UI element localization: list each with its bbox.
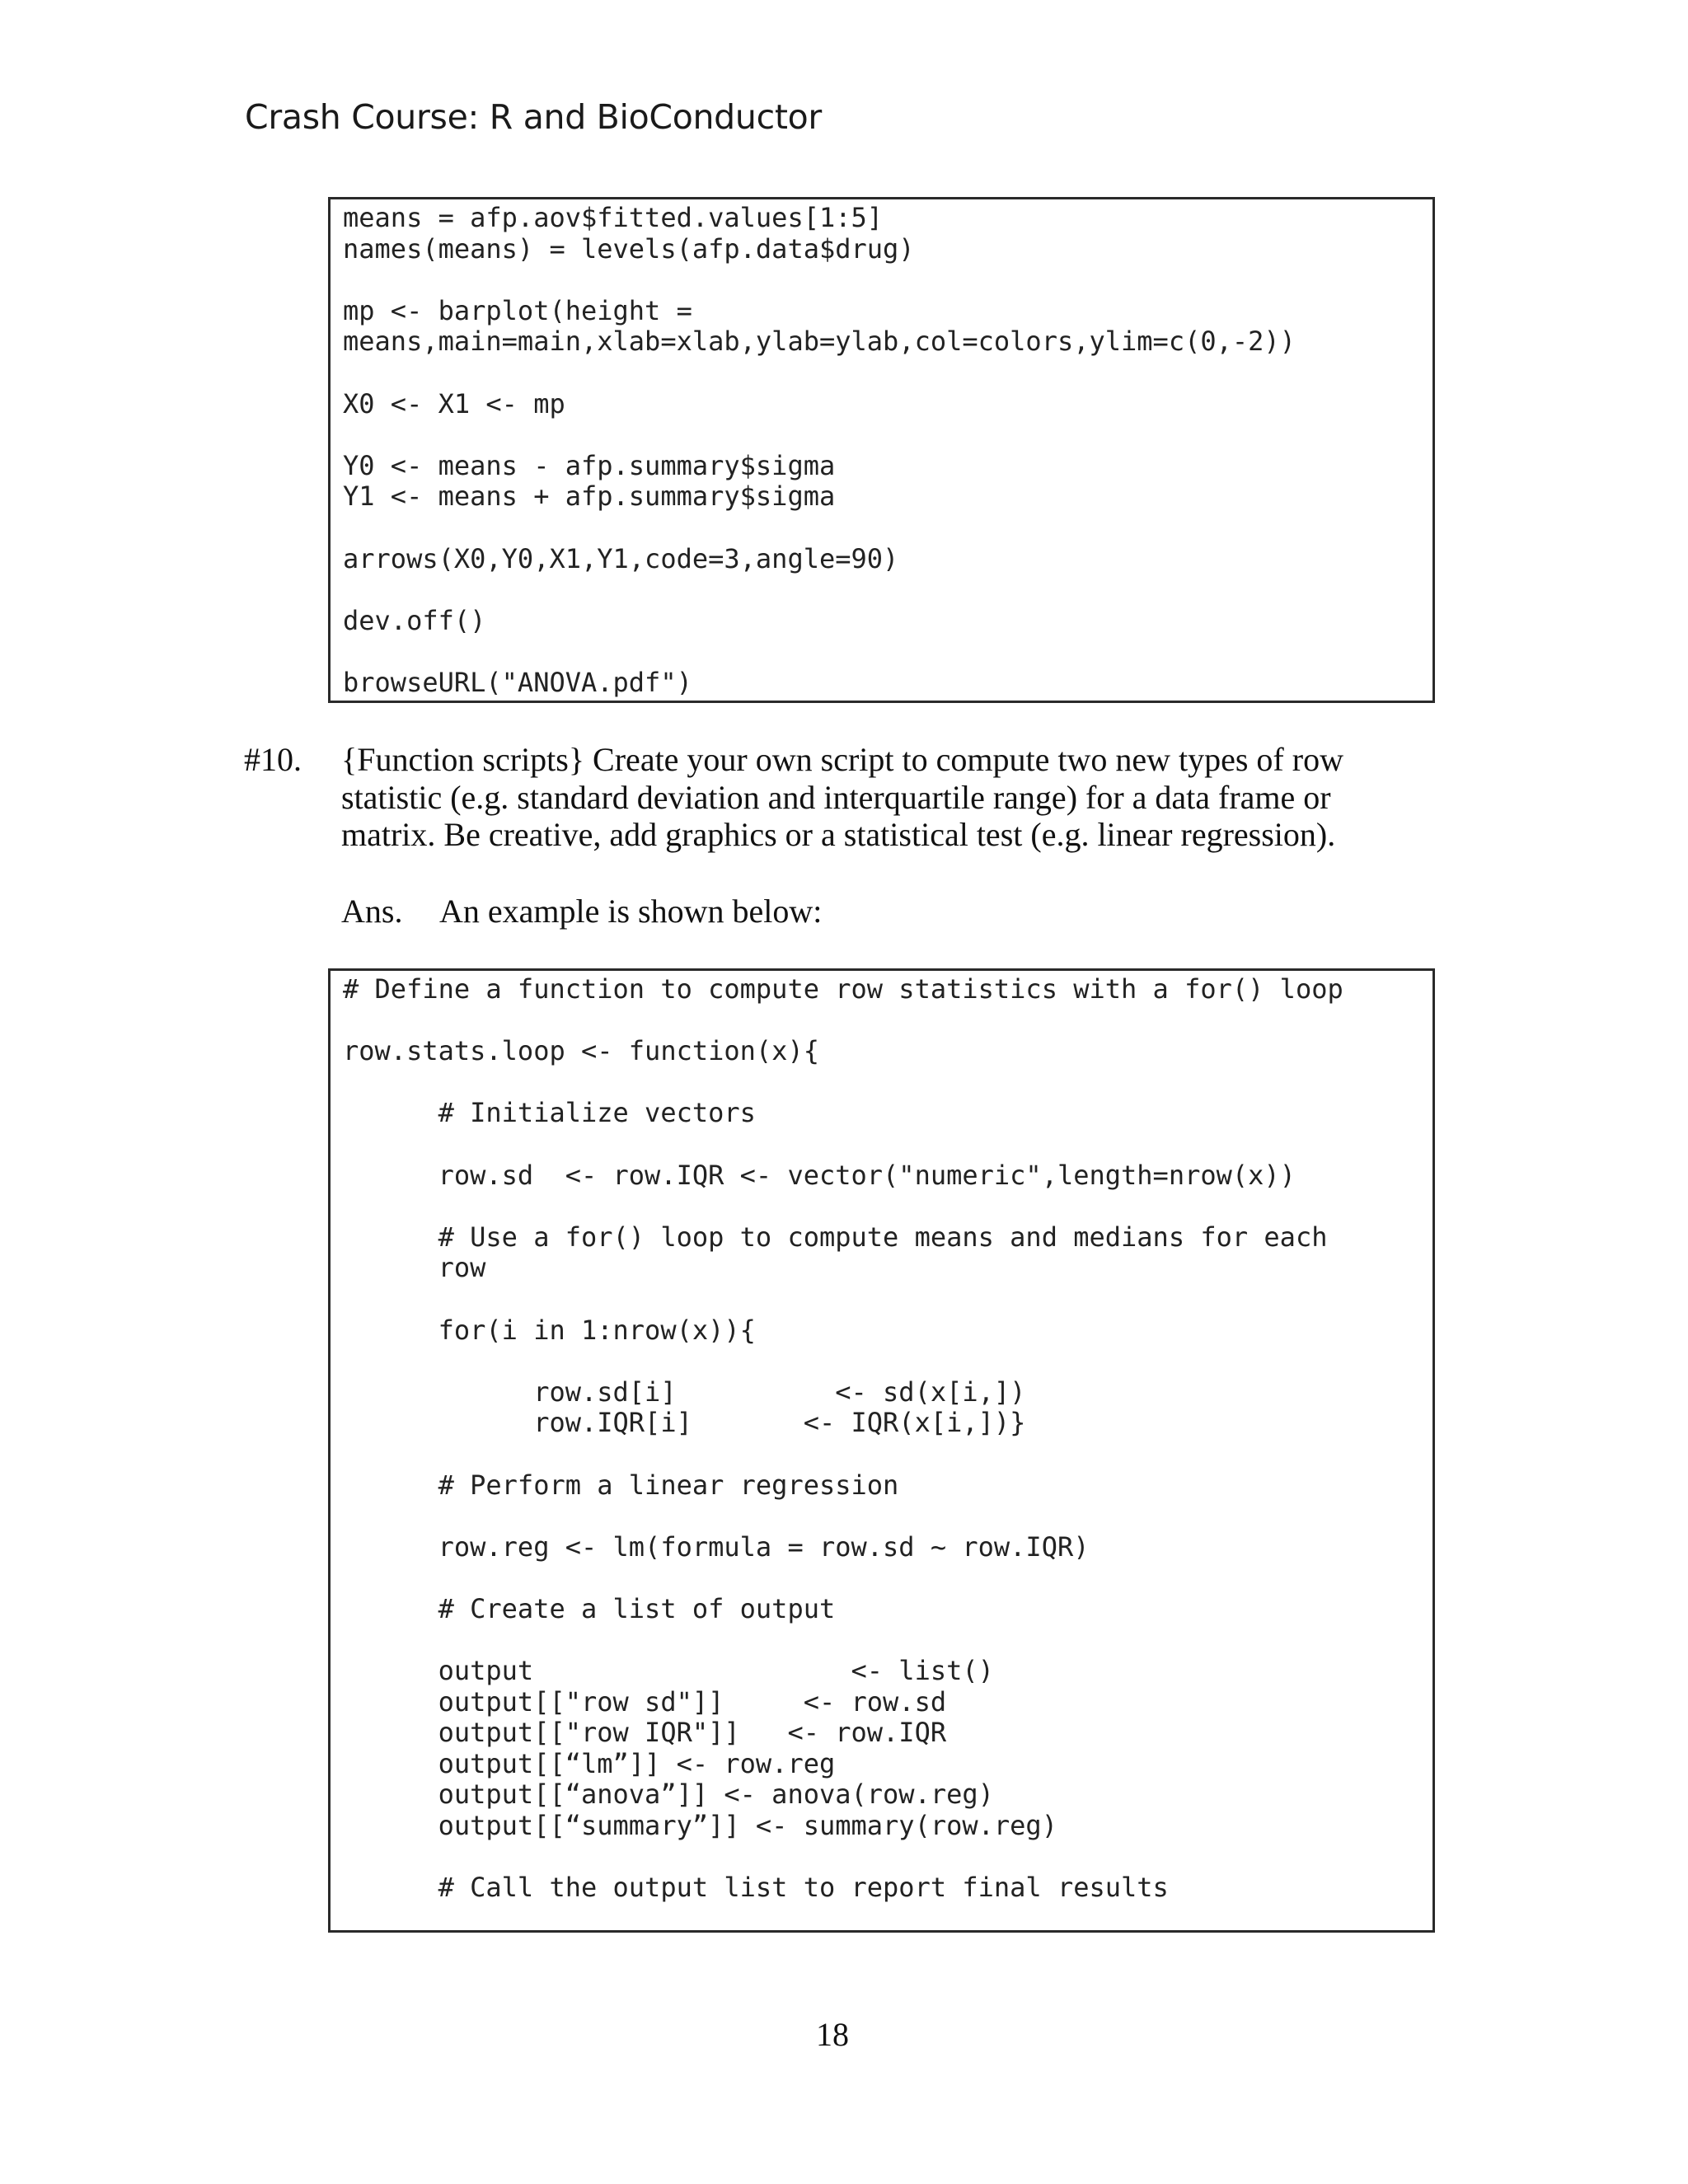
question-text bbox=[341, 741, 1437, 854]
question-line: {Function scripts} Create your own script to compute two new types of row bbox=[341, 741, 1343, 778]
answer-label: Ans. bbox=[341, 893, 403, 930]
code-block-row-stats-function bbox=[328, 968, 1435, 1933]
page-number: 18 bbox=[816, 2016, 849, 2053]
question-number: #10. bbox=[244, 741, 302, 778]
code-block-anova-barplot bbox=[328, 197, 1435, 703]
code-text: # Define a function to compute row statistics with a for() loop row.stats.loop <- function(x){ # Initialize vectors row.sd <- row.IQR <- vector("numeric",length=nrow(x)) # Use a for() loop to compute means and medians for each row for(i in 1:nrow(x)){ row.sd[i] <- sd(x[i,]) row.IQR[i] <- IQR(x[i,])} # Perform a linear regression row.reg <- lm(formula = row.sd ~ row.IQR) # Create a list of output output <- list() output[["row sd"]] <- row.sd output[["row IQR"]] <- row.IQR output[[“lm”]] <- row.reg output[[“anova”]] <- anova(row.reg) output[[“summary”]] <- summary(row.reg) # Call the output list to report final results bbox=[343, 974, 1343, 1904]
answer-text: An example is shown below: bbox=[439, 893, 823, 930]
running-header-title: Crash Course: R and BioConductor bbox=[245, 97, 822, 137]
question-line: matrix. Be creative, add graphics or a statistical test (e.g. linear regression). bbox=[341, 816, 1336, 853]
question-line: statistic (e.g. standard deviation and interquartile range) for a data frame or bbox=[341, 778, 1331, 816]
code-text: means = afp.aov$fitted.values[1:5] names(means) = levels(afp.data$drug) mp <- barplot(height = means,main=main,xlab=xlab,ylab=ylab,col=colors,ylim=c(0,-2)) X0 <- X1 <- mp Y0 <- means - afp.summary$sigma Y1 <- means + afp.summary$sigma arrows(X0,Y0,X1,Y1,code=3,angle=90) dev.off() browseURL("ANOVA.pdf") bbox=[343, 203, 1296, 698]
